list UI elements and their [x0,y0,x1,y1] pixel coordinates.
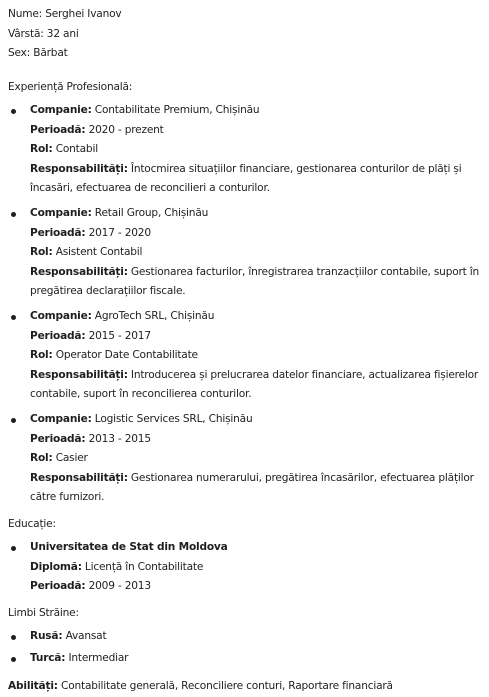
bullet-icon [11,546,16,551]
education-period-row [30,577,481,597]
period-label: Perioadă: [30,226,86,239]
language-level: Avansat [65,630,107,642]
role-label: Rol: [30,246,53,258]
education-list [8,538,481,597]
languages-heading: Limbi Străine: [8,606,79,619]
name-line [8,5,481,25]
responsibilities-label: Responsabilități: [30,162,128,175]
role-value: Casier [55,452,88,464]
period-row [30,224,481,244]
responsibilities-row [30,160,489,199]
experience-heading: Experiență Profesională: [8,80,133,93]
responsibilities-row [30,469,489,508]
role-row [30,243,481,263]
period-label: Perioadă: [30,432,86,445]
responsibilities-label: Responsabilități: [30,368,128,381]
period-row [30,121,481,141]
experience-item [8,101,481,199]
responsibilities-row [30,366,489,405]
bullet-icon [11,212,16,217]
experience-item [8,410,481,508]
responsibilities-label: Responsabilități: [30,265,128,278]
role-row [30,140,481,160]
language-item [8,649,481,669]
language-item [8,627,481,647]
language-level: Intermediar [68,651,129,664]
role-value: Contabil [55,143,98,155]
diploma-label: Diplomă: [30,560,82,573]
skills-label: Abilități: [8,680,58,692]
company-row [30,101,481,121]
period-value: 2020 - prezent [88,123,164,136]
bullet-icon [11,315,16,320]
language-row [30,649,481,669]
age-value: 32 ani [46,27,79,40]
language-label: Turcă: [30,651,66,664]
education-period-value: 2009 - 2013 [88,580,151,592]
role-label: Rol: [30,143,53,155]
company-value: AgroTech SRL, Chișinău [94,310,215,322]
experience-item [8,307,481,405]
company-row [30,204,481,224]
language-row [30,627,481,647]
institution-name: Universitatea de Stat din Moldova [30,541,228,553]
period-label: Perioadă: [30,123,86,136]
role-label: Rol: [30,349,53,361]
responsibilities-value: Introducerea și prelucrarea datelor financiare, actualizarea fișierelor contabile, suport în reconcilierea conturilor. [30,368,479,400]
experience-list [8,101,481,508]
bullet-icon [11,657,16,662]
languages-list [8,627,481,668]
sex-line [8,44,481,64]
diploma-row [30,558,481,578]
diploma-value: Licență în Contabilitate [84,560,204,573]
company-label: Companie: [30,207,92,219]
role-row [30,346,481,366]
role-row [30,449,481,469]
company-value: Retail Group, Chișinău [94,207,209,219]
name-value: Serghei Ivanov [45,8,122,20]
role-value: Asistent Contabil [55,246,143,258]
name-label: Nume: [8,8,43,20]
responsibilities-value: Gestionarea numerarului, pregătirea încasărilor, efectuarea plăților către furnizori. [30,471,474,503]
role-value: Operator Date Contabilitate [55,349,198,361]
period-value: 2013 - 2015 [88,432,151,445]
responsibilities-row [30,263,489,302]
company-label: Companie: [30,310,92,322]
responsibilities-label: Responsabilități: [30,471,128,484]
company-row [30,307,481,327]
company-label: Companie: [30,413,92,425]
sex-label: Sex: [8,47,31,59]
period-row [30,327,481,347]
age-line [8,25,481,45]
period-row [30,430,481,450]
bullet-icon [11,635,16,640]
period-label: Perioadă: [30,329,86,342]
skills-value: Contabilitate generală, Reconciliere conturi, Raportare financiară [61,680,393,692]
responsibilities-value: Întocmirea situațiilor financiare, gestionarea conturilor de plăți și încasări, efectuarea de reconcilieri a conturilor. [30,162,462,194]
skills-line [8,677,481,697]
company-label: Companie: [30,104,92,116]
company-value: Contabilitate Premium, Chișinău [94,104,260,116]
responsibilities-value: Gestionarea facturilor, înregistrarea tranzacțiilor contabile, suport în pregătirea declarațiilor fiscale. [30,265,480,297]
experience-item [8,204,481,302]
period-value: 2017 - 2020 [88,226,151,239]
role-label: Rol: [30,452,53,464]
education-period-label: Perioadă: [30,580,86,592]
sex-value: Bărbat [33,47,68,59]
bullet-icon [11,418,16,423]
period-value: 2015 - 2017 [88,329,151,342]
company-row [30,410,481,430]
bullet-icon [11,109,16,114]
education-item [8,538,481,597]
age-label: Vârstă: [8,27,44,40]
language-label: Rusă: [30,630,63,642]
education-heading: Educație: [8,517,56,530]
company-value: Logistic Services SRL, Chișinău [94,413,253,425]
